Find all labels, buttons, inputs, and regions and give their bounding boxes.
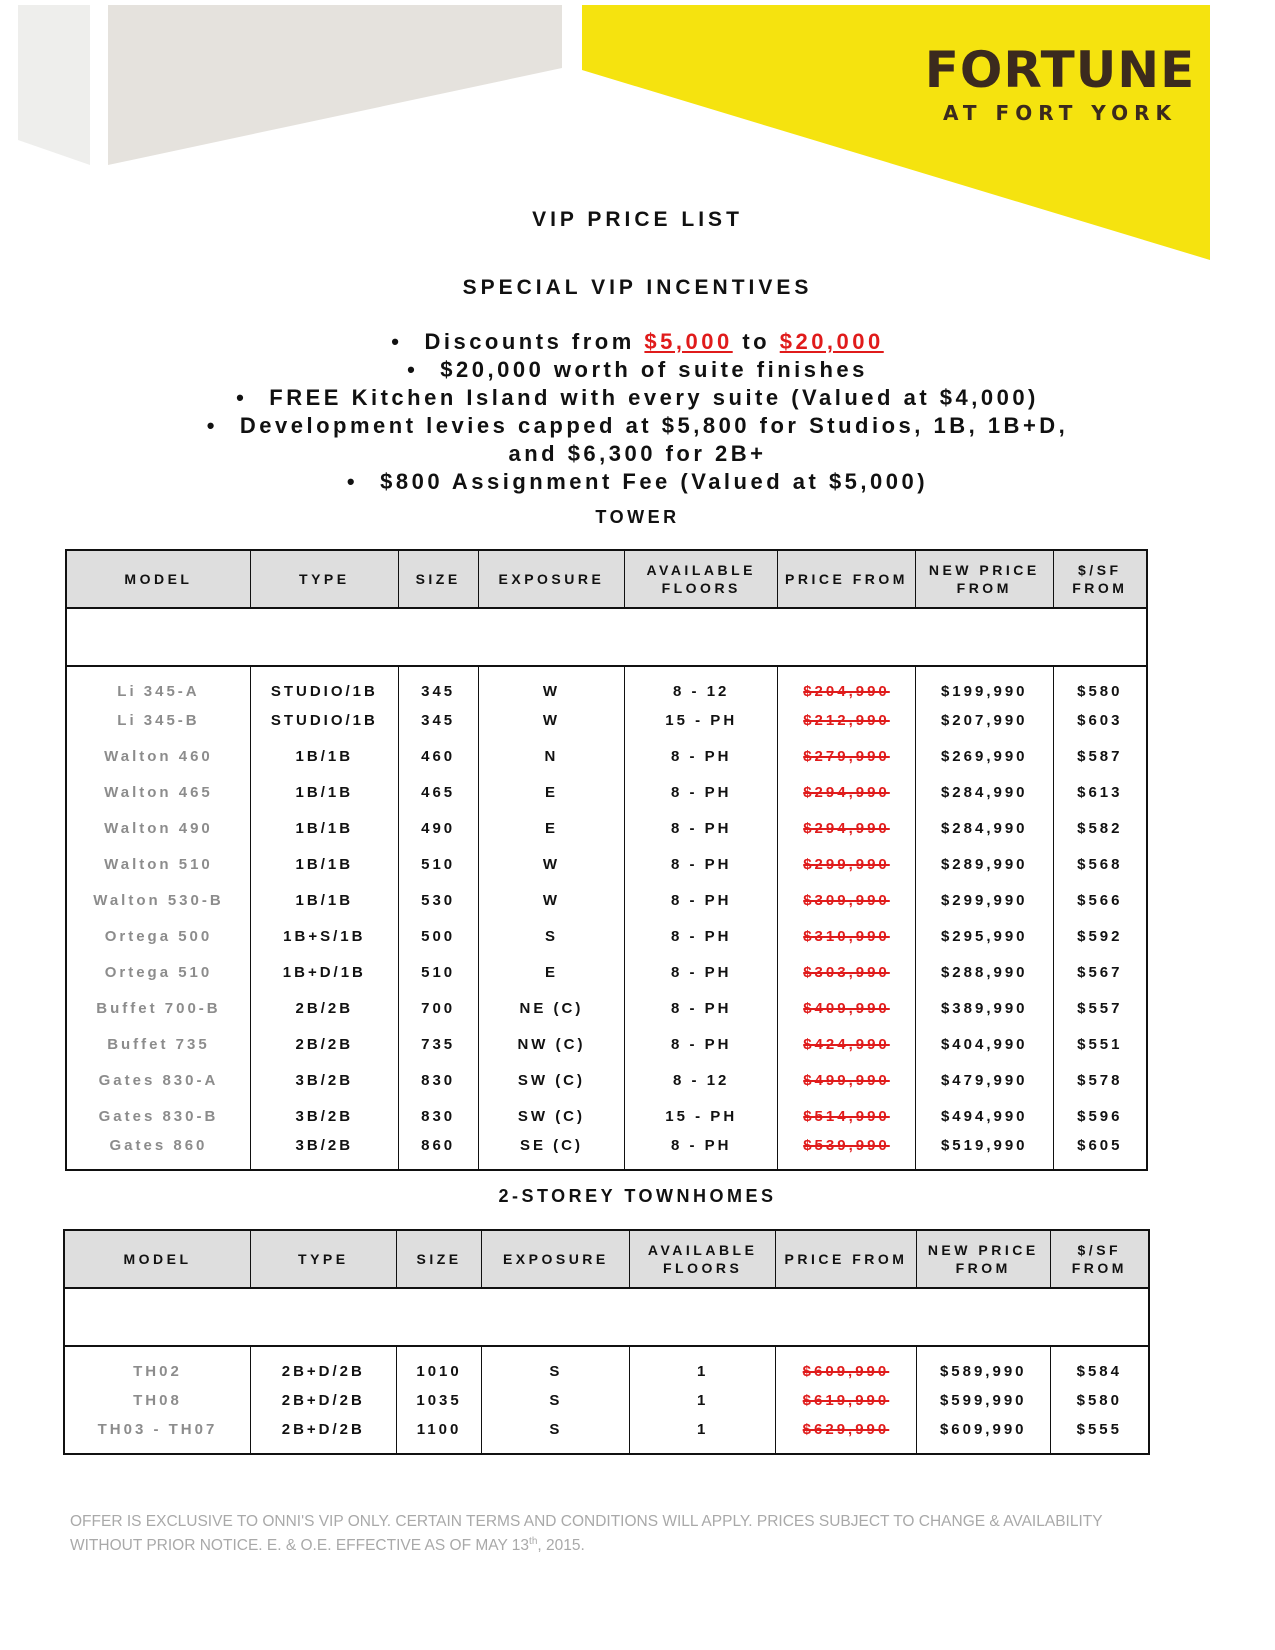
column-header-new-price: NEW PRICE FROM <box>916 1230 1050 1288</box>
cell-size: 700 <box>398 990 478 1026</box>
bullet-icon: • <box>407 357 419 382</box>
cell-model: Walton 530-B <box>66 882 250 918</box>
cell-floors: 8 - 12 <box>625 666 778 702</box>
cell-model: TH02 <box>64 1346 250 1382</box>
cell-new-price: $589,990 <box>916 1346 1050 1382</box>
cell-new-price: $269,990 <box>915 738 1053 774</box>
cell-size: 1100 <box>396 1418 482 1454</box>
incentive-item <box>0 412 1275 440</box>
incentive-item <box>0 468 1275 496</box>
cell-exposure: E <box>478 954 625 990</box>
incentive-text: FREE Kitchen Island with every suite (Valued at $4,000) <box>269 385 1039 410</box>
cell-new-price: $284,990 <box>915 810 1053 846</box>
column-header-type: TYPE <box>250 550 398 608</box>
table-header-row <box>64 1230 1149 1288</box>
cell-price-from: $539,990 <box>778 1134 916 1170</box>
cell-price-per-sf: $584 <box>1050 1346 1149 1382</box>
cell-exposure: S <box>482 1418 630 1454</box>
disclaimer-line: OFFER IS EXCLUSIVE TO ONNI'S VIP ONLY. CERTAIN TERMS AND CONDITIONS WILL APPLY. PRICES SUBJECT TO CHANGE & AVAILABILITY <box>70 1513 1103 1530</box>
cell-price-per-sf: $596 <box>1053 1098 1147 1134</box>
cell-price-from: $609,990 <box>776 1346 917 1382</box>
cell-floors: 8 - PH <box>625 738 778 774</box>
cell-type: 2B+D/2B <box>250 1418 396 1454</box>
cell-price-per-sf: $613 <box>1053 774 1147 810</box>
column-header-price-from: PRICE FROM <box>776 1230 917 1288</box>
cell-exposure: N <box>478 738 625 774</box>
cell-price-per-sf: $578 <box>1053 1062 1147 1098</box>
incentive-text: $20,000 worth of suite finishes <box>440 357 868 382</box>
cell-type: 1B+D/1B <box>250 954 398 990</box>
column-header-size: SIZE <box>396 1230 482 1288</box>
cell-model: TH08 <box>64 1382 250 1418</box>
cell-price-from: $424,990 <box>778 1026 916 1062</box>
cell-price-per-sf: $567 <box>1053 954 1147 990</box>
cell-exposure: SW (C) <box>478 1062 625 1098</box>
brand-name: FORTUNE <box>924 41 1196 99</box>
table-row <box>66 1026 1147 1062</box>
gray-panel-shadow <box>18 5 90 165</box>
cell-type: 2B/2B <box>250 1026 398 1062</box>
incentive-item <box>0 384 1275 412</box>
cell-exposure: S <box>482 1346 630 1382</box>
table-row <box>66 738 1147 774</box>
table-row <box>66 1098 1147 1134</box>
cell-exposure: SE (C) <box>478 1134 625 1170</box>
cell-new-price: $207,990 <box>915 702 1053 738</box>
cell-type: 1B/1B <box>250 846 398 882</box>
cell-price-from: $294,990 <box>778 774 916 810</box>
table-blank-cell <box>64 1288 1149 1346</box>
cell-type: STUDIO/1B <box>250 666 398 702</box>
cell-new-price: $599,990 <box>916 1382 1050 1418</box>
column-header-price-per-sf: $/SF FROM <box>1053 550 1147 608</box>
cell-model: Ortega 510 <box>66 954 250 990</box>
cell-new-price: $288,990 <box>915 954 1053 990</box>
cell-new-price: $299,990 <box>915 882 1053 918</box>
column-header-type: TYPE <box>250 1230 396 1288</box>
bullet-icon: • <box>346 469 359 494</box>
cell-new-price: $519,990 <box>915 1134 1053 1170</box>
table-row <box>66 666 1147 702</box>
cell-floors: 8 - PH <box>625 918 778 954</box>
cell-exposure: W <box>478 666 625 702</box>
cell-price-per-sf: $582 <box>1053 810 1147 846</box>
cell-floors: 1 <box>630 1382 776 1418</box>
bullet-icon: • <box>236 385 248 410</box>
cell-type: 1B/1B <box>250 738 398 774</box>
column-header-floors: AVAILABLE FLOORS <box>625 550 778 608</box>
cell-model: Buffet 735 <box>66 1026 250 1062</box>
cell-new-price: $295,990 <box>915 918 1053 954</box>
cell-price-per-sf: $555 <box>1050 1418 1149 1454</box>
cell-floors: 8 - PH <box>625 990 778 1026</box>
cell-size: 830 <box>398 1098 478 1134</box>
cell-floors: 15 - PH <box>625 1098 778 1134</box>
table-row <box>64 1382 1149 1418</box>
cell-price-from: $514,990 <box>778 1098 916 1134</box>
table-row <box>66 702 1147 738</box>
incentive-text: $800 Assignment Fee (Valued at $5,000) <box>380 469 929 494</box>
cell-type: 2B+D/2B <box>250 1346 396 1382</box>
cell-size: 345 <box>398 702 478 738</box>
cell-floors: 8 - PH <box>625 954 778 990</box>
table-row <box>64 1346 1149 1382</box>
townhomes-title: 2-STOREY TOWNHOMES <box>498 1186 777 1206</box>
cell-price-per-sf: $587 <box>1053 738 1147 774</box>
column-header-price-per-sf: $/SF FROM <box>1050 1230 1149 1288</box>
cell-model: Ortega 500 <box>66 918 250 954</box>
page-subtitle: SPECIAL VIP INCENTIVES <box>462 276 813 299</box>
brand-logo <box>905 42 1215 126</box>
tower-price-table <box>65 549 1148 1171</box>
table-header-row <box>66 550 1147 608</box>
cell-new-price: $479,990 <box>915 1062 1053 1098</box>
bullet-icon: • <box>391 329 403 354</box>
cell-exposure: SW (C) <box>478 1098 625 1134</box>
incentive-text: Development levies capped at $5,800 for Studios, 1B, 1B+D, <box>239 413 1069 438</box>
cell-price-from: $629,990 <box>776 1418 917 1454</box>
cell-model: Gates 830-A <box>66 1062 250 1098</box>
table-row <box>66 810 1147 846</box>
table-row <box>66 1134 1147 1170</box>
table-row <box>64 1418 1149 1454</box>
cell-type: 3B/2B <box>250 1062 398 1098</box>
cell-size: 490 <box>398 810 478 846</box>
cell-new-price: $289,990 <box>915 846 1053 882</box>
table-blank-cell <box>66 608 1147 666</box>
bullet-icon: • <box>206 413 218 438</box>
cell-type: 1B+S/1B <box>250 918 398 954</box>
column-header-price-from: PRICE FROM <box>778 550 916 608</box>
cell-price-per-sf: $580 <box>1053 666 1147 702</box>
cell-size: 530 <box>398 882 478 918</box>
cell-new-price: $494,990 <box>915 1098 1053 1134</box>
cell-floors: 8 - PH <box>625 846 778 882</box>
cell-size: 345 <box>398 666 478 702</box>
cell-price-per-sf: $557 <box>1053 990 1147 1026</box>
cell-size: 465 <box>398 774 478 810</box>
cell-price-from: $499,990 <box>778 1062 916 1098</box>
cell-price-per-sf: $605 <box>1053 1134 1147 1170</box>
disclaimer-text: , 2015. <box>537 1537 585 1555</box>
incentive-item <box>0 356 1275 384</box>
column-header-floors: AVAILABLE FLOORS <box>630 1230 776 1288</box>
column-header-new-price: NEW PRICE FROM <box>915 550 1053 608</box>
cell-floors: 1 <box>630 1418 776 1454</box>
cell-price-from: $294,990 <box>778 810 916 846</box>
cell-type: 1B/1B <box>250 882 398 918</box>
cell-price-per-sf: $603 <box>1053 702 1147 738</box>
cell-floors: 8 - 12 <box>625 1062 778 1098</box>
cell-price-per-sf: $580 <box>1050 1382 1149 1418</box>
cell-model: Li 345-B <box>66 702 250 738</box>
table-blank-row <box>64 1288 1149 1346</box>
disclaimer-sup: th <box>529 1536 538 1547</box>
cell-size: 500 <box>398 918 478 954</box>
column-header-exposure: EXPOSURE <box>478 550 625 608</box>
brand-tagline: AT FORT YORK <box>943 101 1177 125</box>
table-row <box>66 954 1147 990</box>
cell-model: Gates 830-B <box>66 1098 250 1134</box>
cell-model: Walton 460 <box>66 738 250 774</box>
cell-model: Gates 860 <box>66 1134 250 1170</box>
cell-exposure: W <box>478 846 625 882</box>
discount-max: $20,000 <box>779 329 884 354</box>
cell-size: 830 <box>398 1062 478 1098</box>
incentive-item-continued <box>0 440 1275 468</box>
column-header-model: MODEL <box>64 1230 250 1288</box>
disclaimer <box>70 1512 1220 1556</box>
cell-new-price: $609,990 <box>916 1418 1050 1454</box>
cell-model: Walton 465 <box>66 774 250 810</box>
cell-size: 1010 <box>396 1346 482 1382</box>
cell-type: 2B/2B <box>250 990 398 1026</box>
incentive-text: to <box>732 329 780 354</box>
cell-floors: 8 - PH <box>625 774 778 810</box>
table-row <box>66 846 1147 882</box>
cell-type: 1B/1B <box>250 810 398 846</box>
cell-exposure: S <box>482 1382 630 1418</box>
cell-floors: 8 - PH <box>625 1134 778 1170</box>
tower-title: TOWER <box>595 507 680 527</box>
cell-size: 510 <box>398 846 478 882</box>
incentive-item <box>0 328 1275 356</box>
incentive-text: and $6,300 for 2B+ <box>508 441 767 466</box>
cell-exposure: NE (C) <box>478 990 625 1026</box>
cell-new-price: $199,990 <box>915 666 1053 702</box>
incentive-text: Discounts from <box>424 329 645 354</box>
cell-price-from: $279,990 <box>778 738 916 774</box>
cell-floors: 8 - PH <box>625 1026 778 1062</box>
cell-price-per-sf: $568 <box>1053 846 1147 882</box>
table-blank-row <box>66 608 1147 666</box>
cell-price-from: $310,990 <box>778 918 916 954</box>
cell-price-from: $309,990 <box>778 882 916 918</box>
cell-model: TH03 - TH07 <box>64 1418 250 1454</box>
cell-new-price: $284,990 <box>915 774 1053 810</box>
cell-type: 3B/2B <box>250 1098 398 1134</box>
townhomes-price-table <box>63 1229 1150 1455</box>
cell-price-per-sf: $592 <box>1053 918 1147 954</box>
cell-floors: 8 - PH <box>625 882 778 918</box>
cell-price-from: $212,990 <box>778 702 916 738</box>
cell-type: 2B+D/2B <box>250 1382 396 1418</box>
cell-size: 860 <box>398 1134 478 1170</box>
cell-model: Walton 490 <box>66 810 250 846</box>
cell-price-from: $409,990 <box>778 990 916 1026</box>
cell-price-from: $204,990 <box>778 666 916 702</box>
cell-size: 510 <box>398 954 478 990</box>
cell-floors: 15 - PH <box>625 702 778 738</box>
cell-exposure: W <box>478 882 625 918</box>
cell-model: Walton 510 <box>66 846 250 882</box>
disclaimer-text: WITHOUT PRIOR NOTICE. E. & O.E. EFFECTIVE AS OF MAY 13 <box>70 1537 530 1555</box>
cell-price-per-sf: $566 <box>1053 882 1147 918</box>
column-header-size: SIZE <box>398 550 478 608</box>
cell-price-per-sf: $551 <box>1053 1026 1147 1062</box>
column-header-model: MODEL <box>66 550 250 608</box>
cell-size: 460 <box>398 738 478 774</box>
cell-exposure: E <box>478 810 625 846</box>
cell-type: STUDIO/1B <box>250 702 398 738</box>
cell-exposure: W <box>478 702 625 738</box>
gray-panel <box>108 5 562 165</box>
table-row <box>66 990 1147 1026</box>
cell-exposure: S <box>478 918 625 954</box>
table-row <box>66 1062 1147 1098</box>
table-row <box>66 882 1147 918</box>
cell-price-from: $619,990 <box>776 1382 917 1418</box>
cell-price-from: $299,990 <box>778 846 916 882</box>
cell-size: 735 <box>398 1026 478 1062</box>
cell-floors: 8 - PH <box>625 810 778 846</box>
cell-exposure: NW (C) <box>478 1026 625 1062</box>
disclaimer-line <box>70 1532 1220 1556</box>
cell-size: 1035 <box>396 1382 482 1418</box>
cell-type: 3B/2B <box>250 1134 398 1170</box>
cell-type: 1B/1B <box>250 774 398 810</box>
cell-model: Buffet 700-B <box>66 990 250 1026</box>
table-row <box>66 774 1147 810</box>
cell-price-from: $303,990 <box>778 954 916 990</box>
cell-new-price: $389,990 <box>915 990 1053 1026</box>
cell-floors: 1 <box>630 1346 776 1382</box>
cell-exposure: E <box>478 774 625 810</box>
column-header-exposure: EXPOSURE <box>482 1230 630 1288</box>
cell-model: Li 345-A <box>66 666 250 702</box>
cell-new-price: $404,990 <box>915 1026 1053 1062</box>
incentives-list <box>0 328 1275 496</box>
table-row <box>66 918 1147 954</box>
discount-min: $5,000 <box>644 329 733 354</box>
page-title: VIP PRICE LIST <box>532 208 743 231</box>
